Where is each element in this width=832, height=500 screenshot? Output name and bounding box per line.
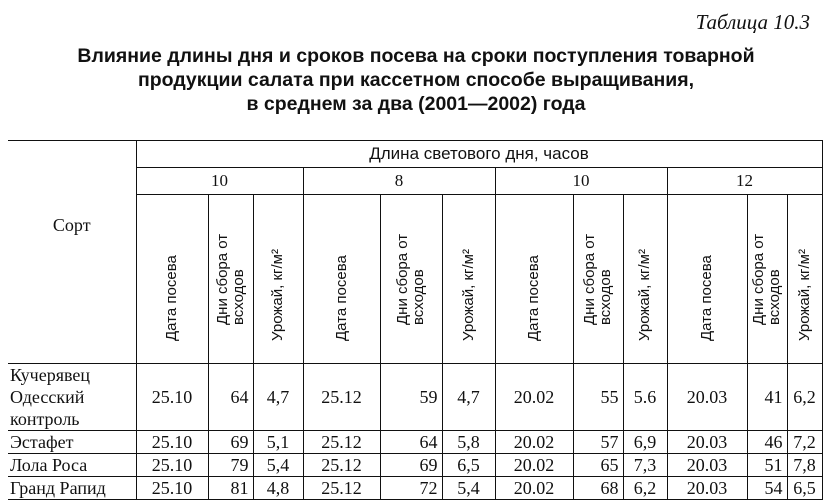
sowing-date-header: Дата посева xyxy=(136,195,208,364)
value-cell: 5,4 xyxy=(253,454,303,477)
yield-header: Урожай, кг/м² xyxy=(253,195,303,364)
sowing-date-header: Дата посева xyxy=(303,195,380,364)
value-cell: 81 xyxy=(208,477,253,500)
value-cell: 72 xyxy=(380,477,442,500)
value-cell: 59 xyxy=(380,364,442,431)
value-cell: 25.10 xyxy=(136,431,208,454)
data-table xyxy=(8,140,823,500)
value-cell: 6,2 xyxy=(623,477,667,500)
value-cell: 4,8 xyxy=(253,477,303,500)
value-cell: 7,3 xyxy=(623,454,667,477)
value-cell: 64 xyxy=(380,431,442,454)
value-cell: 7,2 xyxy=(787,431,822,454)
value-cell: 41 xyxy=(747,364,787,431)
value-cell: 25.12 xyxy=(303,364,380,431)
value-cell: 20.03 xyxy=(667,477,747,500)
group-header-1: 10 xyxy=(136,168,303,195)
value-cell: 5,8 xyxy=(442,431,495,454)
value-cell: 64 xyxy=(208,364,253,431)
day-length-header: Длина светового дня, часов xyxy=(136,141,822,168)
value-cell: 4,7 xyxy=(442,364,495,431)
value-cell: 55 xyxy=(573,364,623,431)
group-header-2: 8 xyxy=(303,168,495,195)
yield-header: Урожай, кг/м² xyxy=(442,195,495,364)
value-cell: 5,4 xyxy=(442,477,495,500)
title-line-1: Влияние длины дня и сроков посева на сроки поступления товарной xyxy=(77,45,755,67)
value-cell: 7,8 xyxy=(787,454,822,477)
table-title xyxy=(40,44,792,116)
value-cell: 25.10 xyxy=(136,364,208,431)
sowing-date-header: Дата посева xyxy=(667,195,747,364)
value-cell: 5,1 xyxy=(253,431,303,454)
table-body xyxy=(8,364,822,500)
title-line-3: в среднем за два (2001—2002) года xyxy=(246,93,586,115)
group-header-4: 12 xyxy=(667,168,822,195)
value-cell: 20.03 xyxy=(667,364,747,431)
value-cell: 5.6 xyxy=(623,364,667,431)
value-cell: 51 xyxy=(747,454,787,477)
value-cell: 79 xyxy=(208,454,253,477)
sort-name-cell: Эстафет xyxy=(8,431,136,454)
value-cell: 6,2 xyxy=(787,364,822,431)
sowing-date-header: Дата посева xyxy=(495,195,573,364)
value-cell: 20.03 xyxy=(667,454,747,477)
table-row xyxy=(8,431,822,454)
value-cell: 25.12 xyxy=(303,431,380,454)
sort-name-cell: Гранд Рапид xyxy=(8,477,136,500)
value-cell: 20.02 xyxy=(495,431,573,454)
value-cell: 6,9 xyxy=(623,431,667,454)
harvest-days-header: Дни сбора от всходов xyxy=(747,195,787,364)
value-cell: 54 xyxy=(747,477,787,500)
harvest-days-header: Дни сбора от всходов xyxy=(208,195,253,364)
yield-header: Урожай, кг/м² xyxy=(623,195,667,364)
title-line-2: продукции салата при кассетном способе выращивания, xyxy=(137,69,695,91)
sort-name-cell: Кучерявец Одесский контроль xyxy=(8,364,136,431)
sort-name-cell: Лола Роса xyxy=(8,454,136,477)
value-cell: 57 xyxy=(573,431,623,454)
group-header-3: 10 xyxy=(495,168,667,195)
value-cell: 25.12 xyxy=(303,477,380,500)
value-cell: 68 xyxy=(573,477,623,500)
value-cell: 20.02 xyxy=(495,454,573,477)
table-row xyxy=(8,364,822,431)
table-row xyxy=(8,477,822,500)
value-cell: 6,5 xyxy=(442,454,495,477)
table-number-label: Таблица 10.3 xyxy=(695,10,810,34)
value-cell: 20.03 xyxy=(667,431,747,454)
harvest-days-header: Дни сбора от всходов xyxy=(380,195,442,364)
value-cell: 20.02 xyxy=(495,364,573,431)
value-cell: 4,7 xyxy=(253,364,303,431)
table-row xyxy=(8,454,822,477)
value-cell: 6,5 xyxy=(787,477,822,500)
value-cell: 69 xyxy=(208,431,253,454)
value-cell: 46 xyxy=(747,431,787,454)
value-cell: 25.10 xyxy=(136,454,208,477)
sort-column-header: Сорт xyxy=(8,141,136,364)
value-cell: 65 xyxy=(573,454,623,477)
value-cell: 25.12 xyxy=(303,454,380,477)
value-cell: 20.02 xyxy=(495,477,573,500)
yield-header: Урожай, кг/м² xyxy=(787,195,822,364)
value-cell: 25.10 xyxy=(136,477,208,500)
value-cell: 69 xyxy=(380,454,442,477)
harvest-days-header: Дни сбора от всходов xyxy=(573,195,623,364)
